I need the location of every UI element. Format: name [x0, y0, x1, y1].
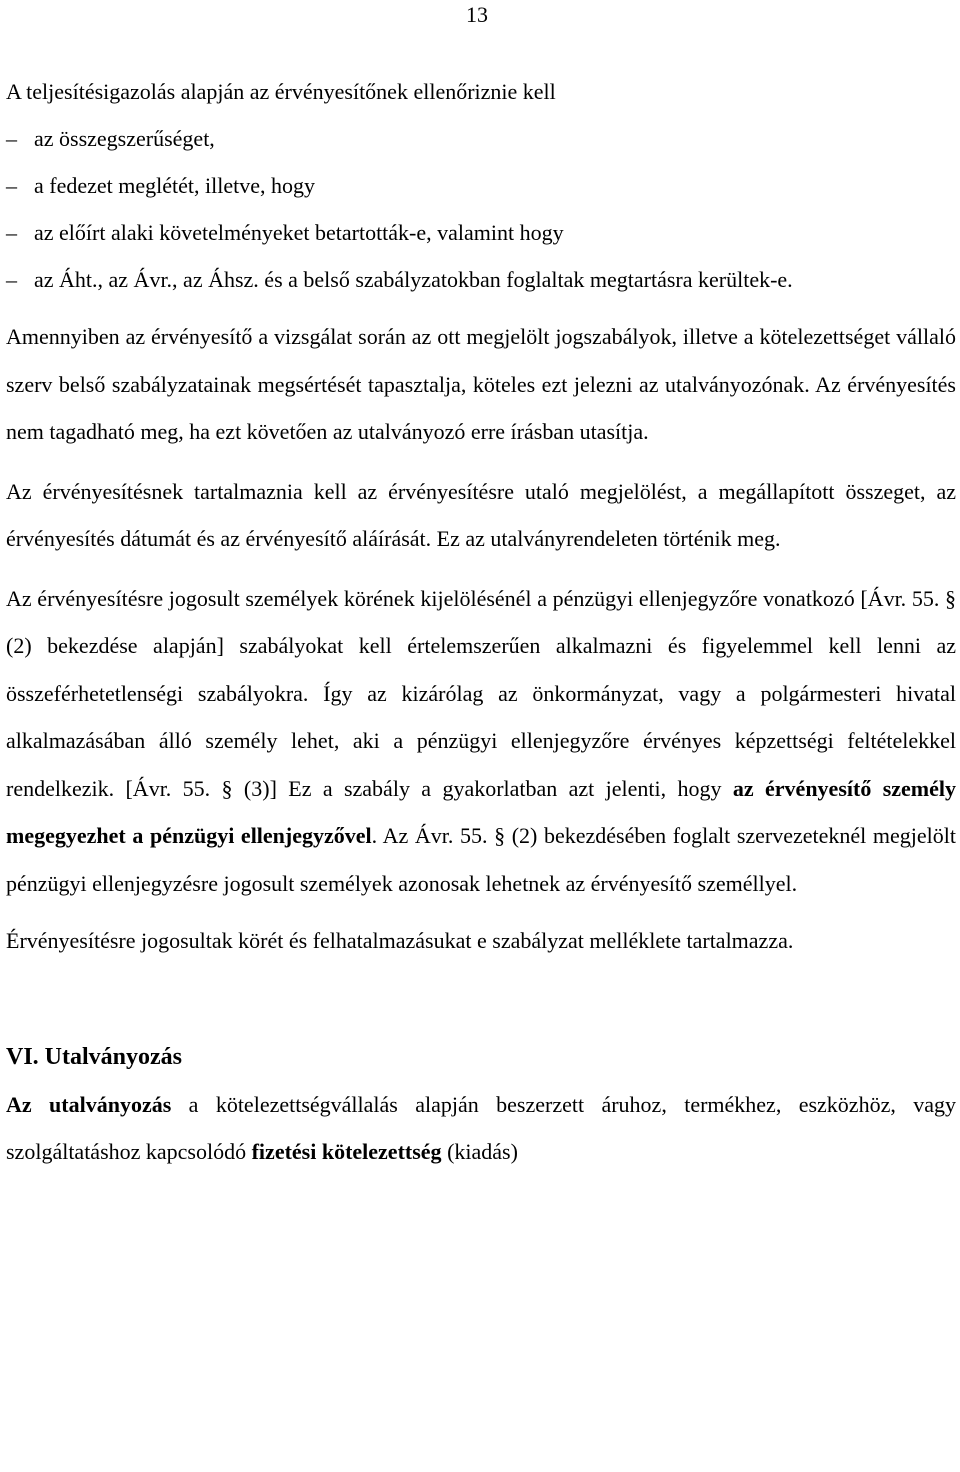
- text-span: a kötelezettségvállalás alapján beszerzett áruhoz, termékhez, eszközhöz, vagy szolgáltatáshoz kapcsolódó: [6, 1091, 956, 1164]
- page-number: 13: [466, 2, 488, 27]
- section-heading: [6, 1037, 956, 1077]
- paragraph-annex-reference: Érvényesítésre jogosultak körét és felhatalmazásukat e szabályzat melléklete tartalmazza.: [6, 928, 794, 953]
- section-number: VI.: [6, 1043, 39, 1070]
- list-item: [6, 209, 956, 256]
- paragraph-payment-order: [6, 1081, 956, 1176]
- bold-text: az érvényesítő személy megegyezhet a pénzügyi ellenjegyzővel: [6, 775, 956, 848]
- list-item: [6, 162, 956, 209]
- dash-bullet: –: [6, 220, 17, 245]
- bold-text: Az utalványozás: [6, 1091, 172, 1117]
- paragraph-validation-refusal: Amennyiben az érvényesítő a vizsgálat során az ott megjelölt jogszabályok, illetve a kötelezettséget vállaló szerv belső szabályzatainak megsértését tapasztalja, köteles ezt jelezni az utalványozónak. Az érvényesítés nem tagadható meg, ha ezt követően az utalványozó erre írásban utasítja.: [6, 324, 956, 444]
- bold-text: fizetési kötelezettség: [251, 1139, 442, 1164]
- text-span: . Az Ávr. 55. § (2) bekezdésében foglalt szervezeteknél megjelölt pénzügyi ellenjegyzésre jogosult személyek azonosak lehetnek az érvényesítő személlyel.: [6, 823, 956, 896]
- list-item-text: az előírt alaki követelményeket betartották-e, valamint hogy: [34, 220, 564, 245]
- dash-bullet: –: [6, 173, 17, 198]
- list-item-text: az Áht., az Ávr., az Áhsz. és a belső szabályzatokban foglaltak megtartásra kerültek-e.: [34, 267, 793, 292]
- text-span: (kiadás): [441, 1139, 518, 1164]
- list-item-text: az összegszerűséget,: [34, 126, 215, 151]
- list-item: [6, 256, 956, 303]
- list-item-text: a fedezet meglétét, illetve, hogy: [34, 173, 315, 198]
- dash-bullet: –: [6, 267, 17, 292]
- list-item: [6, 115, 956, 162]
- document-body: [6, 68, 956, 1176]
- intro-paragraph: A teljesítésigazolás alapján az érvényesítőnek ellenőriznie kell: [6, 79, 556, 104]
- dash-bullet: –: [6, 126, 17, 151]
- section-title: Utalványozás: [44, 1043, 183, 1070]
- text-span: Az érvényesítésre jogosult személyek körének kijelölésénél a pénzügyi ellenjegyzőre vonatkozó [Ávr. 55. § (2) bekezdése alapján] szabályokat kell értelemszerűen alkalmazni és figyelemmel kell lenni az összeférhetetlenségi szabályokra. Így az kizárólag az önkormányzat, vagy a polgármesteri hivatal alkalmazásában álló személy lehet, aki a pénzügyi ellenjegyzőre érvényes képzettségi feltételekkel rendelkezik. [Ávr. 55. § (3)] Ez a szabály a gyakorlatban azt jelenti, hogy: [6, 585, 956, 801]
- paragraph-authorized-persons: [6, 575, 956, 908]
- paragraph-validation-content: Az érvényesítésnek tartalmaznia kell az érvényesítésre utaló megjelölést, a megállapított összeget, az érvényesítés dátumát és az érvényesítő aláírását. Ez az utalványrendeleten történik meg.: [6, 478, 956, 551]
- checklist: [6, 115, 956, 303]
